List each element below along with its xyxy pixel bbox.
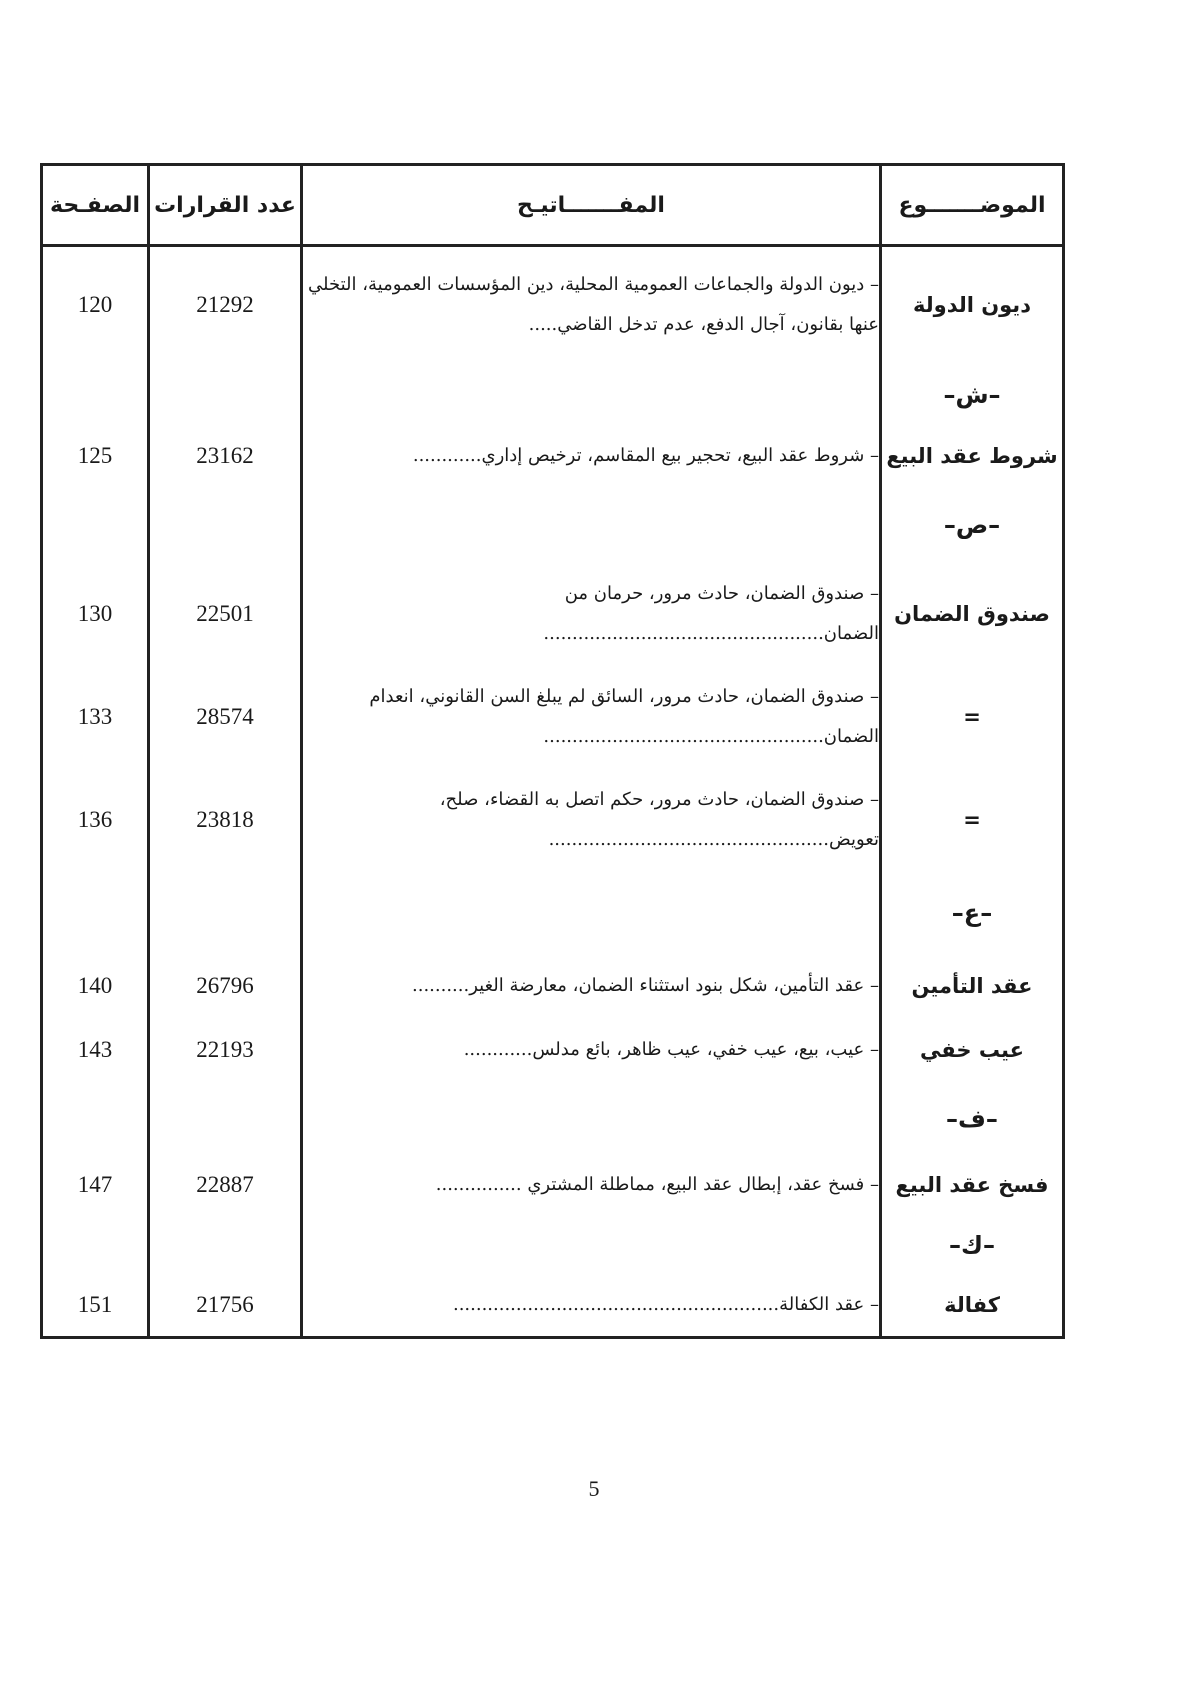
table-header-row [42, 165, 1064, 246]
row-topic: = [881, 770, 1064, 870]
section-letter: –ع– [881, 870, 1064, 956]
section-letter: –ف– [881, 1084, 1064, 1154]
table-row [42, 1016, 1064, 1084]
section-letter-row [42, 486, 1064, 564]
table-row [42, 426, 1064, 486]
header-topic: الموضـــــــوع [881, 165, 1064, 246]
row-topic: = [881, 664, 1064, 770]
section-letter-row [42, 1084, 1064, 1154]
row-keywords: – صندوق الضمان، حادث مرور، حرمان من الضمان................................................. [302, 564, 881, 664]
row-count: 22193 [149, 1016, 302, 1084]
row-page: 136 [42, 770, 149, 870]
index-table [40, 163, 1065, 1339]
row-count: 26796 [149, 956, 302, 1016]
row-count: 21756 [149, 1274, 302, 1338]
table-row [42, 664, 1064, 770]
row-keywords: – عيب، بيع، عيب خفي، عيب ظاهر، بائع مدلس............ [302, 1016, 881, 1084]
row-keywords: – شروط عقد البيع، تحجير بيع المقاسم، ترخيص إداري............ [302, 426, 881, 486]
row-keywords: – عقد الكفالة......................................................... [302, 1274, 881, 1338]
header-page: الصفـحة [42, 165, 149, 246]
table-row [42, 956, 1064, 1016]
row-topic: عقد التأمين [881, 956, 1064, 1016]
row-keywords: – صندوق الضمان، حادث مرور، حكم اتصل به القضاء، صلح، تعويض................................................. [302, 770, 881, 870]
row-page: 130 [42, 564, 149, 664]
page-number: 5 [588, 1476, 600, 1501]
row-keywords: – فسخ عقد، إبطال عقد البيع، مماطلة المشتري ............... [302, 1154, 881, 1216]
header-keywords: المفـــــــاتيـح [302, 165, 881, 246]
row-topic: شروط عقد البيع [881, 426, 1064, 486]
row-count: 21292 [149, 246, 302, 364]
row-count: 22887 [149, 1154, 302, 1216]
row-count: 23818 [149, 770, 302, 870]
row-page: 125 [42, 426, 149, 486]
row-topic: عيب خفي [881, 1016, 1064, 1084]
row-topic: صندوق الضمان [881, 564, 1064, 664]
row-page: 120 [42, 246, 149, 364]
section-letter-row [42, 870, 1064, 956]
row-topic: ديون الدولة [881, 246, 1064, 364]
row-topic: فسخ عقد البيع [881, 1154, 1064, 1216]
header-count: عدد القرارات [149, 165, 302, 246]
row-count: 28574 [149, 664, 302, 770]
row-keywords: – عقد التأمين، شكل بنود استثناء الضمان، معارضة الغير.......... [302, 956, 881, 1016]
row-page: 140 [42, 956, 149, 1016]
row-page: 143 [42, 1016, 149, 1084]
row-keywords: – ديون الدولة والجماعات العمومية المحلية، دين المؤسسات العمومية، التخلي عنها بقانون، آجال الدفع، عدم تدخل القاضي..... [302, 246, 881, 364]
section-letter-row [42, 1216, 1064, 1274]
section-letter: –ك– [881, 1216, 1064, 1274]
section-letter-row [42, 364, 1064, 426]
row-page: 147 [42, 1154, 149, 1216]
table-row [42, 1154, 1064, 1216]
row-keywords: – صندوق الضمان، حادث مرور، السائق لم يبلغ السن القانوني، انعدام الضمان................................................. [302, 664, 881, 770]
table-row [42, 1274, 1064, 1338]
row-page: 133 [42, 664, 149, 770]
row-count: 22501 [149, 564, 302, 664]
row-topic: كفالة [881, 1274, 1064, 1338]
table-row [42, 564, 1064, 664]
row-page: 151 [42, 1274, 149, 1338]
table-row [42, 770, 1064, 870]
table-row [42, 246, 1064, 364]
index-table-container [40, 163, 1062, 1339]
row-count: 23162 [149, 426, 302, 486]
section-letter: –ص– [881, 486, 1064, 564]
section-letter: –ش– [881, 364, 1064, 426]
